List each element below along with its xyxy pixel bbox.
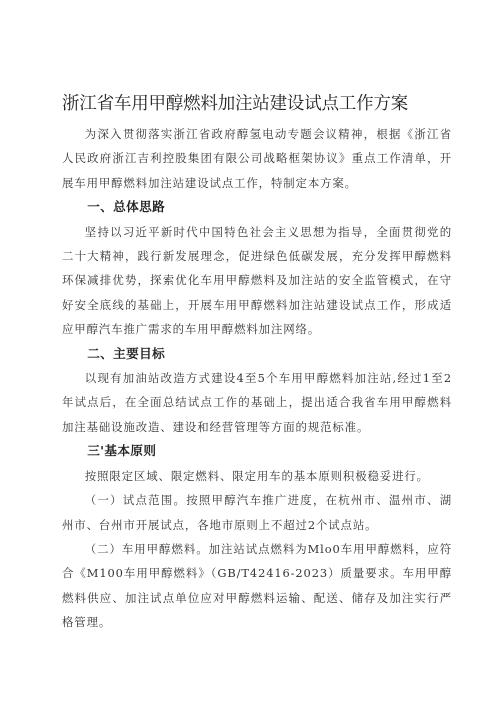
section-heading-basic-principles: 三'基本原则 — [87, 443, 157, 459]
section-heading-overall-approach: 一、总体思路 — [87, 199, 166, 215]
basic-principles-paragraph: 按照限定区域、限定燃料、限定用车的基本原则积极稳妥进行。 — [84, 468, 429, 483]
pilot-scope-paragraph: （一）试点范围。按照甲醇汽车推广进度，在杭州市、温州市、湖州市、台州市开展试点，各地市原则上不超过2个试点站。 — [62, 493, 452, 532]
intro-paragraph: 为深入贯彻落实浙江省政府醇氢电动专题会议精神，根据《浙江省人民政府浙江吉利控股集团有限公司战略框架协议》重点工作清单，开展车用甲醇燃料加注站建设试点工作，特制定本方案。 — [62, 127, 452, 190]
methanol-fuel-paragraph: （二）车用甲醇燃料。加注站试点燃料为Mlo0车用甲醇燃料，应符合《M100车用甲醇燃料》（GB/T42416-2023）质量要求。车用甲醇燃料供应、加注试点单位应对甲醇燃料运输、配送、储存及加注实行严格管理。 — [62, 541, 452, 630]
document-body — [62, 122, 452, 635]
main-goals-paragraph: 以现有加油站改造方式建设4至5个车用甲醇燃料加注站,经过1至2年试点后，在全面总结试点工作的基础上，提出适合我省车用甲醇燃料加注基础设施改造、建设和经营管理等方面的规范标准。 — [62, 371, 452, 434]
section-heading-main-goals: 二、主要目标 — [87, 345, 166, 361]
overall-approach-paragraph: 坚持以习近平新时代中国特色社会主义思想为指导，全面贯彻党的二十大精神，践行新发展理念，促进绿色低碳发展，充分发挥甲醇燃料环保减排优势，探索优化车用甲醇燃料及加注站的安全监管模式，在守好安全底线的基础上，开展车用甲醇燃料加注站建设试点工作，形成适应甲醇汽车推广需求的车用甲醇燃料加注网络。 — [62, 224, 452, 337]
document-title: 浙江省车用甲醇燃料加注站建设试点工作方案 — [62, 94, 408, 114]
